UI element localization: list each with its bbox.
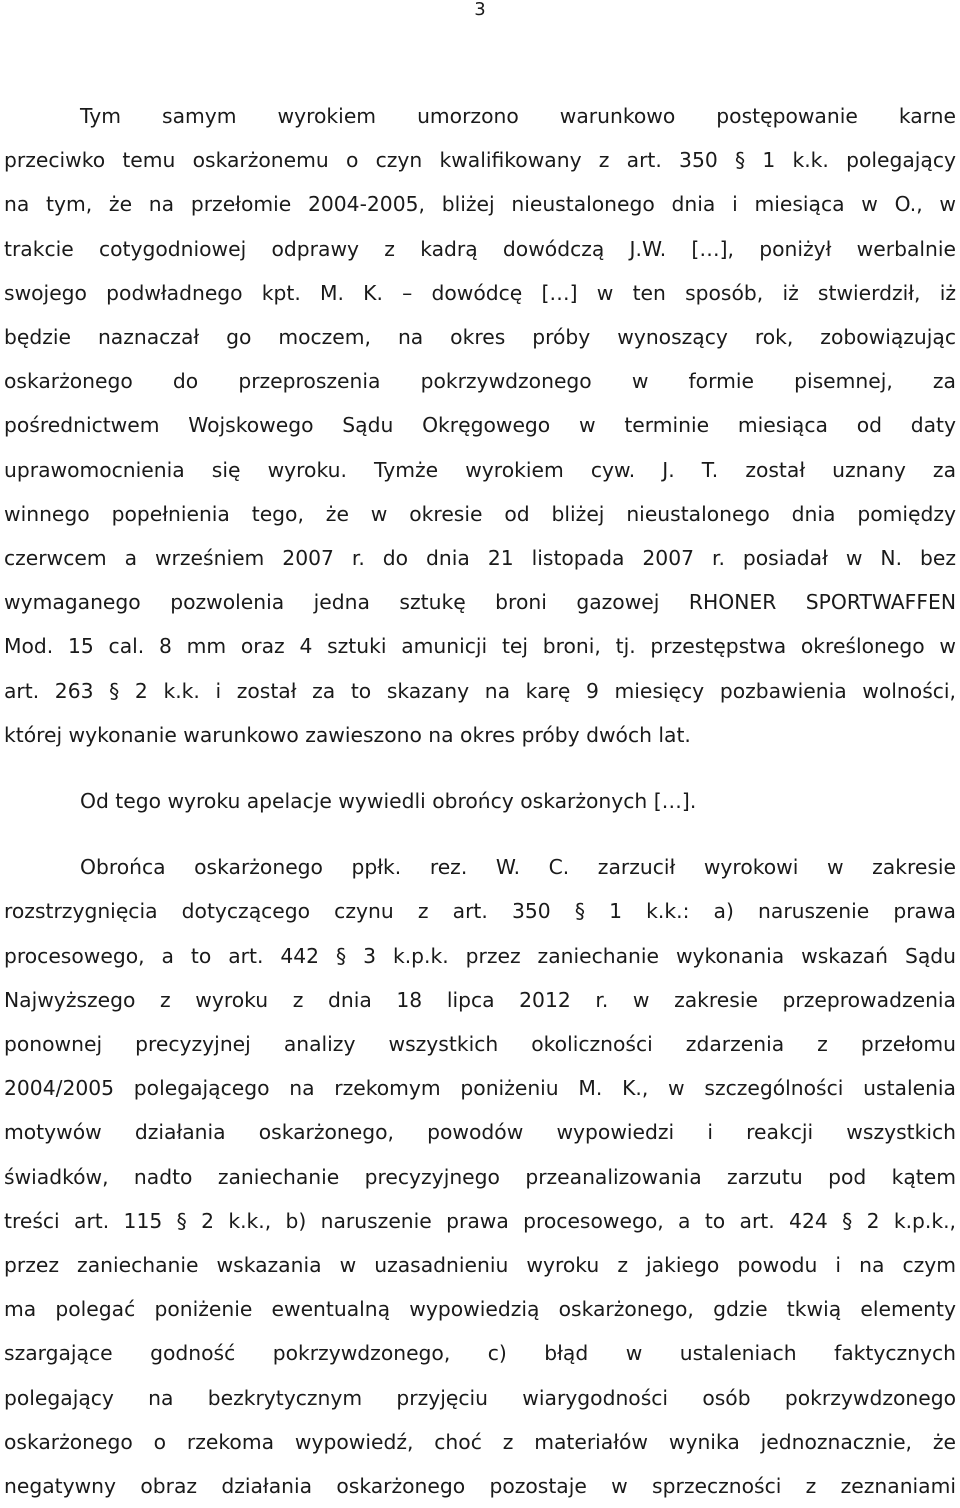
text-line: rozstrzygnięcia dotyczącego czynu z art. 350 § 1 k.k.: a) naruszenie prawa <box>4 899 956 924</box>
paragraph-judgment <box>4 94 956 757</box>
text-line: ma polegać poniżenie ewentualną wypowiedzią oskarżonego, gdzie tkwią elementy <box>4 1297 956 1322</box>
paragraph-spacer <box>4 757 956 779</box>
text-line: oskarżonego do przeproszenia pokrzywdzonego w formie pisemnej, za <box>4 369 956 394</box>
paragraph-appeals <box>4 779 956 823</box>
text-line: czerwcem a wrześniem 2007 r. do dnia 21 listopada 2007 r. posiadał w N. bez <box>4 546 956 571</box>
paragraph-spacer <box>4 823 956 845</box>
document-body <box>4 94 956 1508</box>
text-line: Najwyższego z wyroku z dnia 18 lipca 2012 r. w zakresie przeprowadzenia <box>4 987 956 1012</box>
text-line: pośrednictwem Wojskowego Sądu Okręgowego w terminie miesiąca od daty <box>4 413 956 438</box>
text-line: Od tego wyroku apelacje wywiedli obrońcy oskarżonych […]. <box>80 789 697 814</box>
text-line: świadków, nadto zaniechanie precyzyjnego przeanalizowania zarzutu pod kątem <box>4 1164 956 1189</box>
text-line: art. 263 § 2 k.k. i został za to skazany na karę 9 miesięcy pozbawienia wolności, <box>4 678 956 703</box>
text-line: oskarżonego o rzekoma wypowiedź, choć z materiałów wynika jednoznacznie, że <box>4 1429 956 1454</box>
text-line: motywów działania oskarżonego, powodów wypowiedzi i reakcji wszystkich <box>4 1120 956 1145</box>
text-line: Obrońca oskarżonego ppłk. rez. W. C. zarzucił wyrokowi w zakresie <box>80 855 956 880</box>
paragraph-defense-charges <box>4 845 956 1508</box>
text-line: winnego popełnienia tego, że w okresie od bliżej nieustalonego dnia pomiędzy <box>4 501 956 526</box>
text-line: trakcie cotygodniowej odprawy z kadrą dowódczą J.W. […], poniżył werbalnie <box>4 236 956 261</box>
text-line: Mod. 15 cal. 8 mm oraz 4 sztuki amunicji tej broni, tj. przestępstwa określonego w <box>4 634 956 659</box>
text-line: swojego podwładnego kpt. M. K. – dowódcę […] w ten sposób, iż stwierdził, iż <box>4 280 956 305</box>
text-line: której wykonanie warunkowo zawieszono na okres próby dwóch lat. <box>4 722 691 747</box>
text-line: negatywny obraz działania oskarżonego pozostaje w sprzeczności z zeznaniami <box>4 1474 956 1499</box>
page-number: 3 <box>474 0 486 20</box>
text-line: treści art. 115 § 2 k.k., b) naruszenie prawa procesowego, a to art. 424 § 2 k.p.k., <box>4 1208 956 1233</box>
text-line: uprawomocnienia się wyroku. Tymże wyrokiem cyw. J. T. został uznany za <box>4 457 956 482</box>
text-line: przez zaniechanie wskazania w uzasadnieniu wyroku z jakiego powodu i na czym <box>4 1253 956 1278</box>
text-line: na tym, że na przełomie 2004-2005, bliżej nieustalonego dnia i miesiąca w O., w <box>4 192 956 217</box>
text-line: będzie naznaczał go moczem, na okres próby wynoszący rok, zobowiązując <box>4 325 956 350</box>
text-line: Tym samym wyrokiem umorzono warunkowo postępowanie karne <box>80 104 956 128</box>
text-line: szargające godność pokrzywdzonego, c) błąd w ustaleniach faktycznych <box>4 1341 956 1366</box>
text-line: polegający na bezkrytycznym przyjęciu wiarygodności osób pokrzywdzonego <box>4 1385 956 1410</box>
text-line: wymaganego pozwolenia jedna sztukę broni gazowej RHONER SPORTWAFFEN <box>4 590 956 615</box>
text-line: 2004/2005 polegającego na rzekomym poniżeniu M. K., w szczególności ustalenia <box>4 1076 956 1101</box>
text-line: ponownej precyzyjnej analizy wszystkich okoliczności zdarzenia z przełomu <box>4 1032 956 1057</box>
text-line: przeciwko temu oskarżonemu o czyn kwalifikowany z art. 350 § 1 k.k. polegający <box>4 148 956 173</box>
text-line: procesowego, a to art. 442 § 3 k.p.k. przez zaniechanie wykonania wskazań Sądu <box>4 943 956 968</box>
